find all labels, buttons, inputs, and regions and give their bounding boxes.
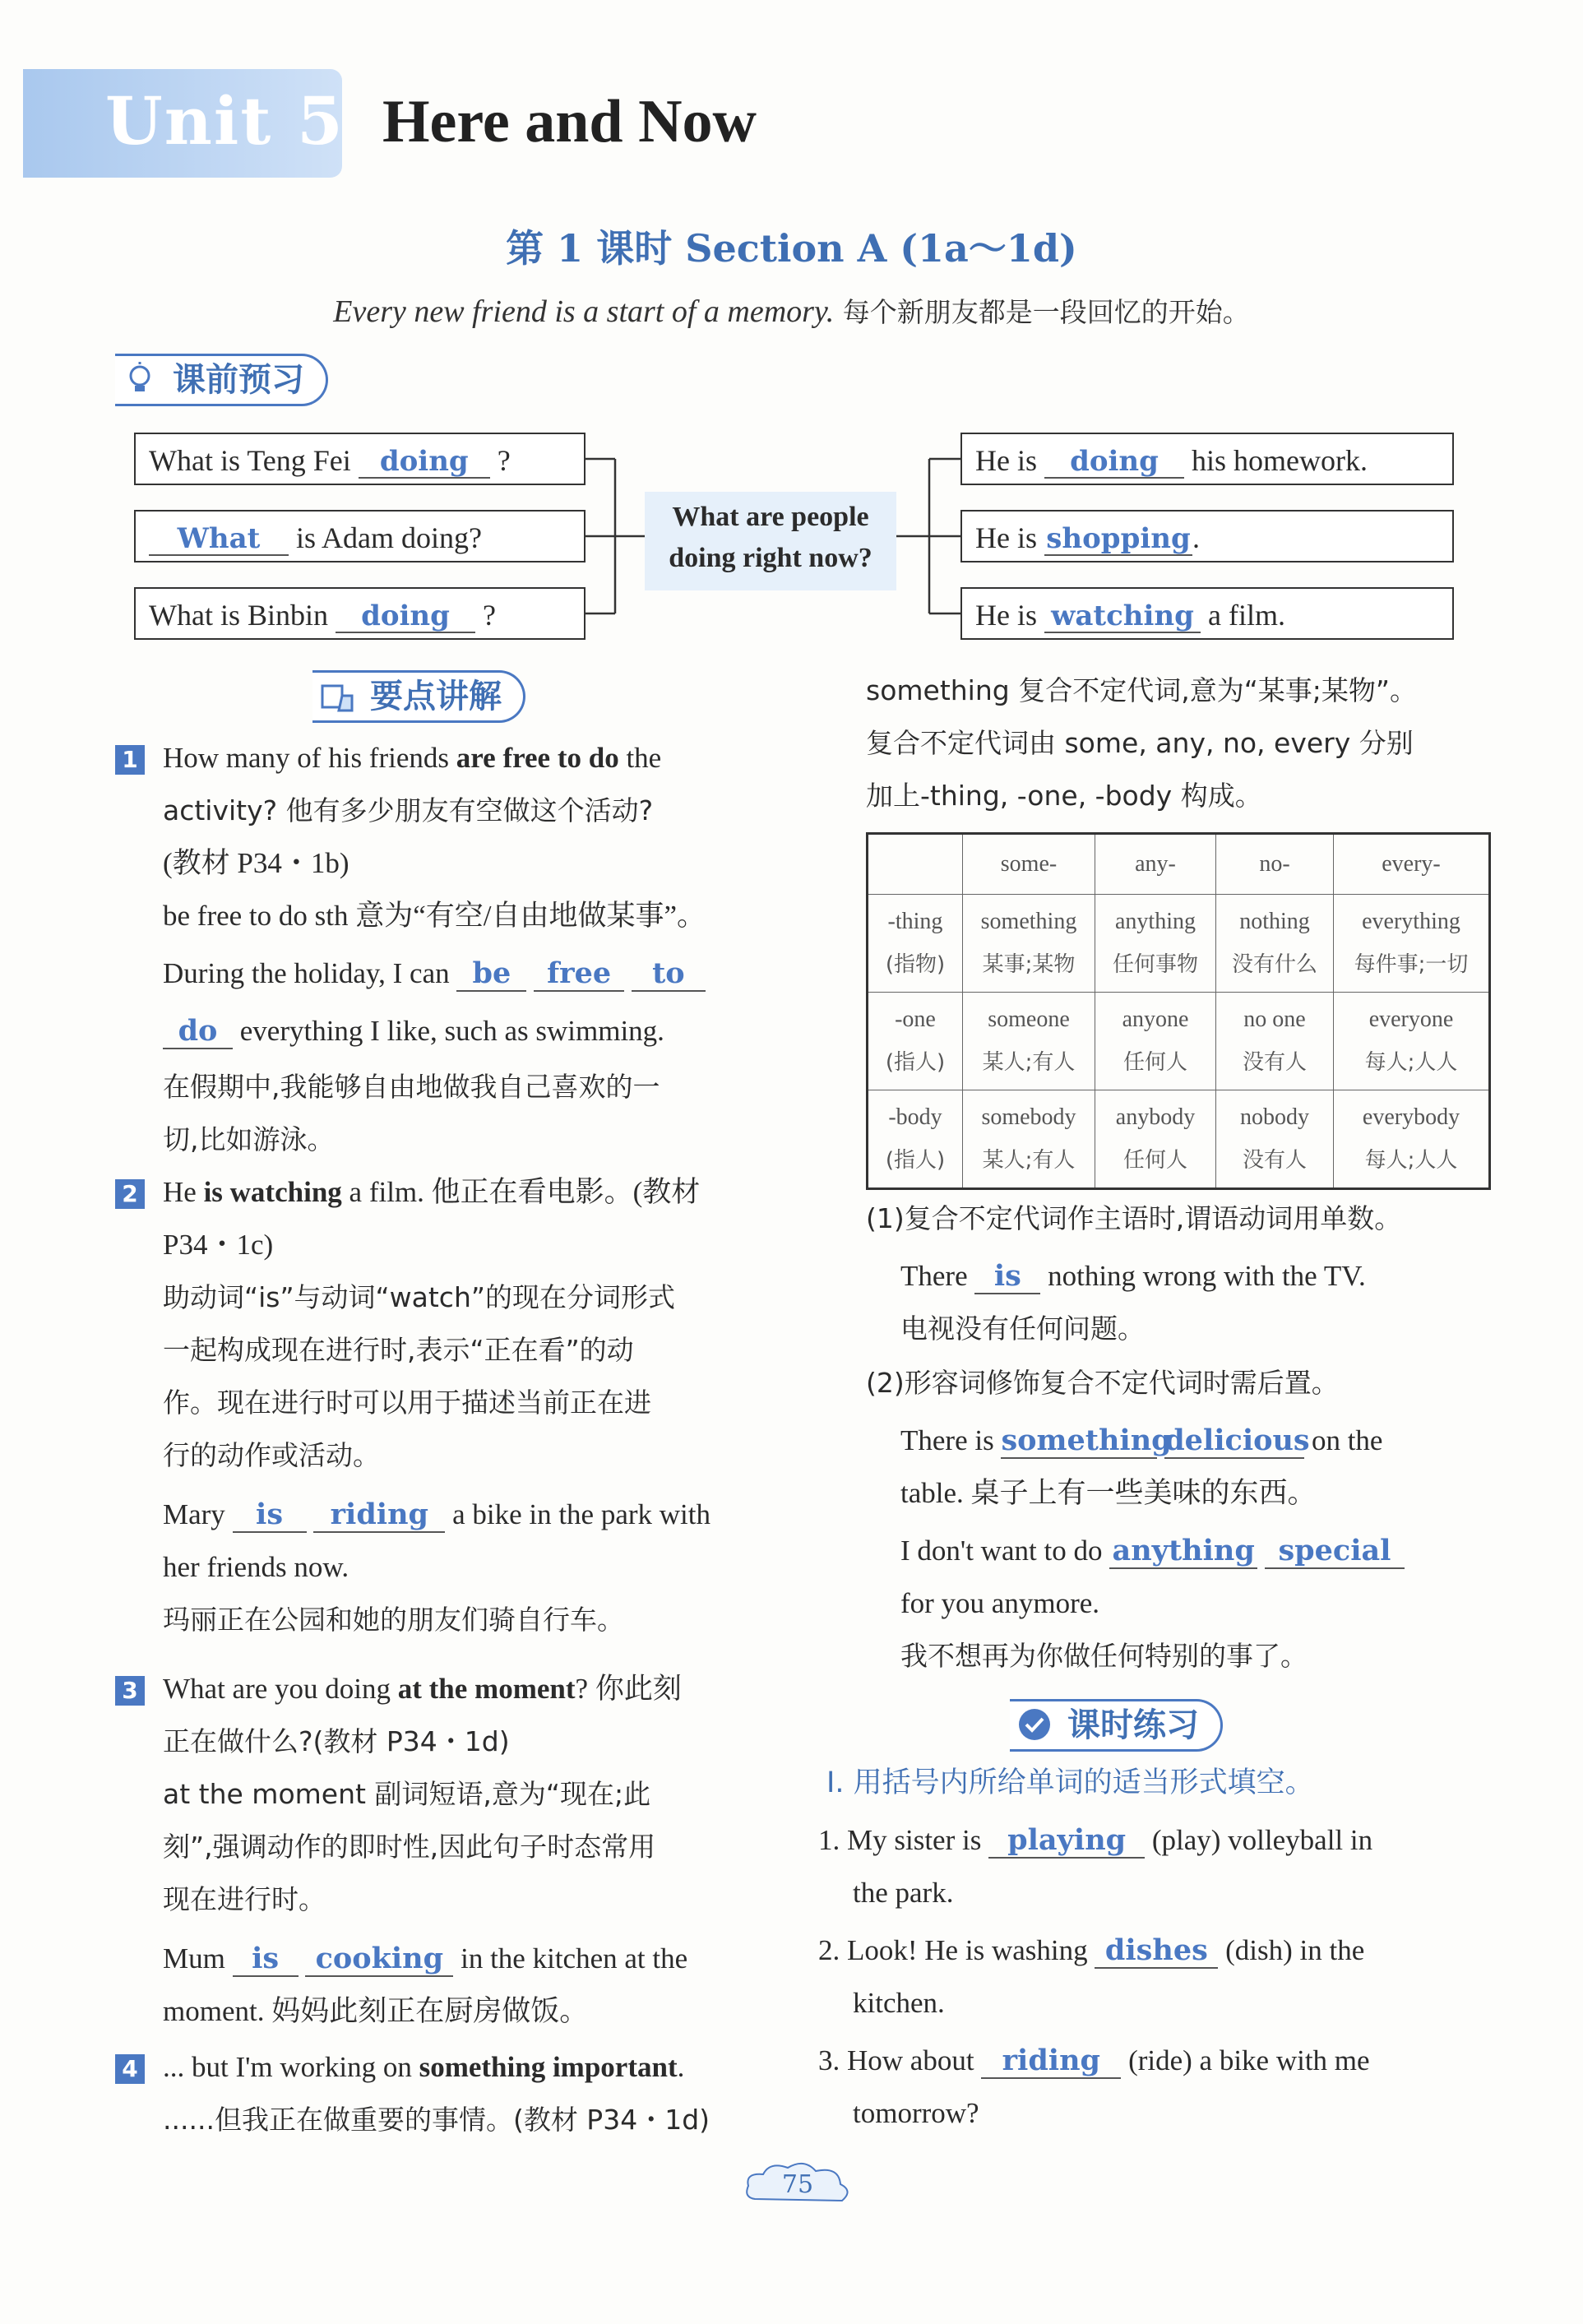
answer-blank: to <box>652 956 685 990</box>
point-2-line: 行的动作或活动。 <box>163 1439 380 1471</box>
point-number-1: 1 <box>115 745 145 775</box>
rule-2-example-2: I don't want to do anything special <box>900 1525 1493 1577</box>
lesson-title: 第 1 课时 Section A (1a～1d) <box>506 226 1077 271</box>
exercise-item-1-cont: the park. <box>853 1877 954 1909</box>
answer-blank: doing <box>1070 445 1159 478</box>
point-1-translation: 切,比如游泳。 <box>163 1123 335 1155</box>
point-2-line: He is watching a film. 他正在看电影。(教材 <box>163 1176 701 1208</box>
diagram-answer-2: He is shopping. <box>960 510 1454 562</box>
point-1-example-cont: do everything I like, such as swimming. <box>163 1005 771 1058</box>
point-number-2: 2 <box>115 1179 145 1209</box>
exercise-item-1: 1. My sister is playing (play) volleyball in <box>818 1823 1373 1857</box>
rule-2-example-2-cont: for you anymore. <box>900 1587 1100 1619</box>
answer-blank: shopping <box>1046 522 1191 555</box>
pointing-hand-icon <box>319 678 355 714</box>
rule-2: (2)形容词修饰复合不定代词时需后置。 <box>866 1367 1339 1399</box>
answer-blank: doing <box>379 445 469 478</box>
answer-blank: be <box>472 956 511 990</box>
point-4-line: ... but I'm working on something important. <box>163 2051 685 2083</box>
exercise-instruction: Ⅰ. 用括号内所给单词的适当形式填空。 <box>826 1766 1314 1799</box>
practice-heading-text: 课时练习 <box>1067 1706 1199 1744</box>
point-2-line: P34・1c) <box>163 1229 274 1261</box>
point-3-line: at the moment 副词短语,意为“现在;此 <box>163 1778 651 1810</box>
point-3-example-cont: moment. 妈妈此刻正在厨房做饭。 <box>163 1995 589 2027</box>
answer-blank: is <box>256 1498 284 1531</box>
diagram-center-box: What are people doing right now? <box>645 492 896 590</box>
unit-title: Here and Now <box>382 88 757 155</box>
answer-blank: is <box>252 1942 280 1975</box>
table-row: -body (指人) somebody 某人;有人 anybody 任何人 nobody 没有人 everybody 每人;人人 <box>868 1090 1490 1189</box>
answer-blank: riding <box>1002 2044 1101 2077</box>
check-circle-icon <box>1016 1706 1053 1743</box>
answer-blank: watching <box>1051 600 1194 632</box>
point-2-example-cont: her friends now. <box>163 1551 349 1583</box>
answer-blank: anything <box>1112 1534 1255 1567</box>
answer-blank: playing <box>1007 1823 1127 1857</box>
answer-blank: is <box>993 1259 1021 1293</box>
exercise-item-3: 3. How about riding (ride) a bike with me <box>818 2044 1370 2077</box>
diagram-question-1: What is Teng Fei doing ? <box>134 433 586 485</box>
rule-2-example-2-translation: 我不想再为你做任何特别的事了。 <box>900 1640 1308 1672</box>
diagram-answer-3: He is watching a film. <box>960 587 1454 640</box>
motto-english: Every new friend is a start of a memory. <box>333 294 835 329</box>
point-1-example: During the holiday, I can be free to <box>163 947 771 1000</box>
point-2-example: Mary is riding a bike in the park with <box>163 1498 711 1531</box>
answer-blank: What <box>177 522 261 555</box>
rule-1-example: There is nothing wrong with the TV. <box>900 1259 1366 1293</box>
answer-blank: riding <box>330 1498 429 1531</box>
answer-blank: something <box>1001 1424 1172 1457</box>
page-number: 75 <box>781 2170 814 2199</box>
answer-blank: special <box>1278 1534 1391 1567</box>
practice-section-heading <box>1010 1699 1223 1752</box>
table-row: -thing (指物) something 某事;某物 anything 任何事物 nothing 没有什么 everything 每件事;一切 <box>868 895 1490 993</box>
point-2-line: 助动词“is”与动词“watch”的现在分词形式 <box>163 1281 675 1313</box>
pronoun-table <box>866 832 1491 1190</box>
pronoun-intro: 复合不定代词由 some, any, no, every 分别 <box>866 727 1414 759</box>
diagram-answer-1: He is doing his homework. <box>960 433 1454 485</box>
preview-heading-text: 课前预习 <box>173 361 304 399</box>
point-1-line: (教材 P34・1b) <box>163 847 349 879</box>
point-number-4: 4 <box>115 2054 145 2084</box>
point-3-line: What are you doing at the moment? 你此刻 <box>163 1673 682 1705</box>
rule-1-translation: 电视没有任何问题。 <box>900 1312 1145 1345</box>
point-2-line: 一起构成现在进行时,表示“正在看”的动 <box>163 1334 634 1366</box>
point-1-line: How many of his friends are free to do the <box>163 742 662 774</box>
key-points-heading-text: 要点讲解 <box>370 678 502 715</box>
table-row: -one (指人) someone 某人;有人 anyone 任何人 no one 没有人 everyone 每人;人人 <box>868 993 1490 1090</box>
answer-blank: dishes <box>1104 1933 1208 1967</box>
point-3-line: 刻”,强调动作的即时性,因此句子时态常用 <box>163 1831 656 1863</box>
point-3-line: 正在做什么?(教材 P34・1d) <box>163 1725 510 1757</box>
point-3-example: Mum is cooking in the kitchen at the <box>163 1942 688 1975</box>
point-3-line: 现在进行时。 <box>163 1883 326 1915</box>
pronoun-intro: something 复合不定代词,意为“某事;某物”。 <box>866 674 1418 706</box>
point-2-translation: 玛丽正在公园和她的朋友们骑自行车。 <box>163 1604 624 1636</box>
rule-2-example-cont: table. 桌子上有一些美味的东西。 <box>900 1477 1317 1509</box>
pronoun-intro: 加上-thing, -one, -body 构成。 <box>866 780 1262 812</box>
diagram-question-3: What is Binbin doing ? <box>134 587 586 640</box>
answer-blank: doing <box>361 600 450 632</box>
point-number-3: 3 <box>115 1676 145 1706</box>
exercise-item-2: 2. Look! He is washing dishes (dish) in the <box>818 1933 1365 1967</box>
point-4-line: ......但我正在做重要的事情。(教材 P34・1d) <box>163 2104 710 2136</box>
answer-blank: free <box>547 956 612 990</box>
exercise-item-3-cont: tomorrow? <box>853 2097 979 2129</box>
answer-blank: delicious <box>1164 1424 1310 1457</box>
diagram-question-2: What is Adam doing? <box>134 510 586 562</box>
key-points-section-heading <box>312 670 525 723</box>
motto-chinese: 每个新朋友都是一段回忆的开始。 <box>842 296 1250 328</box>
table-header-row: some- any- no- every- <box>868 834 1490 895</box>
point-1-translation: 在假期中,我能够自由地做我自己喜欢的一 <box>163 1071 660 1103</box>
point-1-line: be free to do sth 意为“有空/自由地做某事”。 <box>163 900 706 932</box>
point-1-line: activity? 他有多少朋友有空做这个活动? <box>163 794 654 826</box>
exercise-item-2-cont: kitchen. <box>853 1987 945 2019</box>
rule-1: (1)复合不定代词作主语时,谓语动词用单数。 <box>866 1202 1402 1234</box>
rule-2-example: There is something delicious on the <box>900 1424 1383 1457</box>
unit-label: Unit 5 <box>105 82 345 160</box>
point-2-line: 作。现在进行时可以用于描述当前正在进 <box>163 1387 651 1419</box>
answer-blank: cooking <box>315 1942 444 1975</box>
answer-blank: do <box>178 1014 218 1048</box>
